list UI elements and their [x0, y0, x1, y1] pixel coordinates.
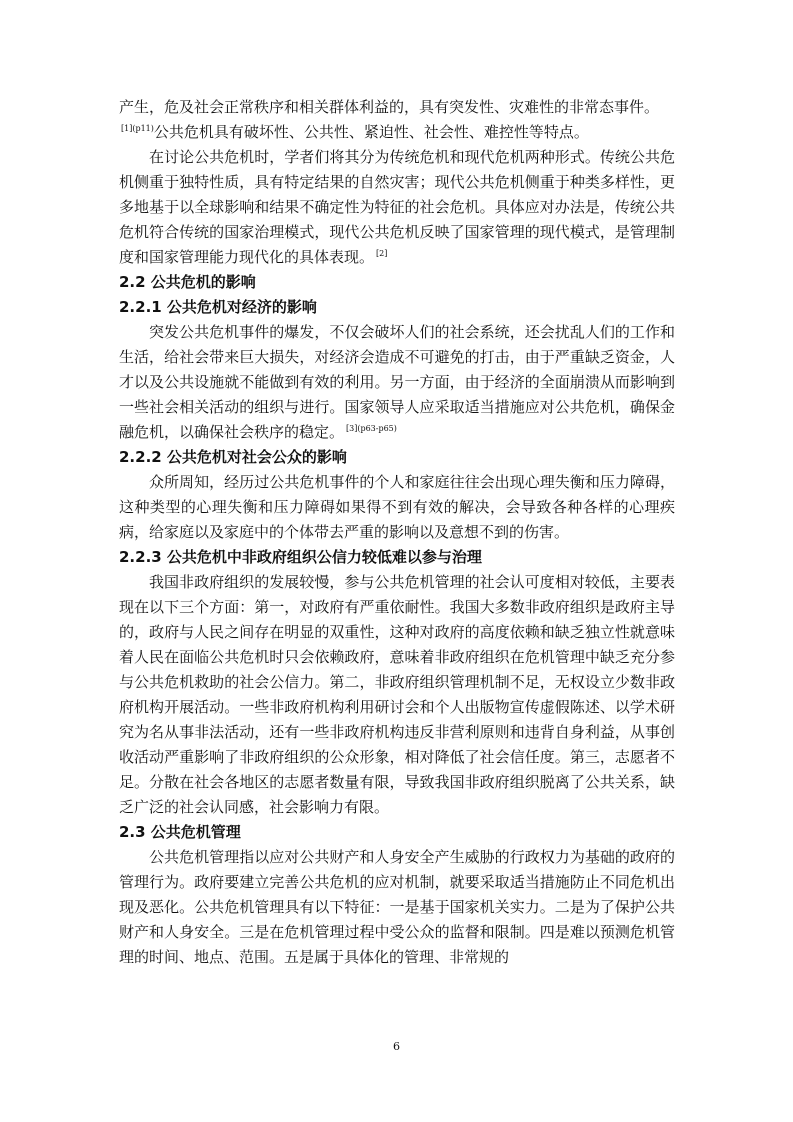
paragraph-4: 众所周知，经历过公共危机事件的个人和家庭往往会出现心理失衡和压力障碍，这种类型的心理失衡和压力障碍如果得不到有效的解决，会导致各种各样的心理疾病，给家庭以及家庭中的个体带去严重的影响以及意想不到的伤害。 [119, 473, 675, 541]
paragraph-6: 公共危机管理指以应对公共财产和人身安全产生威胁的行政权力为基础的政府的管理行为。政府要建立完善公共危机的应对机制，就要采取适当措施防止不同危机出现及恶化。公共危机管理具有以下特征：一是基于国家机关实力。二是为了保护公共财产和人身安全。三是在危机管理过程中受公众的监督和限制。四是难以预测危机管理的时间、地点、范围。五是属于具体化的管理、非常规的 [119, 848, 675, 966]
paragraph-5: 我国非政府组织的发展较慢，参与公共危机管理的社会认可度相对较低，主要表现在以下三个方面：第一，对政府有严重依耐性。我国大多数非政府组织是政府主导的，政府与人民之间存在明显的双重性，这种对政府的高度依赖和缺乏独立性就意味着人民在面临公共危机时只会依赖政府，意味着非政府组织在危机管理中缺乏充分参与公共危机救助的社会公信力。第二，非政府组织管理机制不足，无权设立少数非政府机构开展活动。一些非政府机构利用研讨会和个人出版物宣传虚假陈述、以学术研究为名从事非法活动，还有一些非政府机构违反非营利原则和违背自身利益，从事创收活动严重影响了非政府组织的公众形象，相对降低了社会信任度。第三，志愿者不足。分散在社会各地区的志愿者数量有限，导致我国非政府组织脱离了公共关系，缺乏广泛的社会认同感，社会影响力有限。 [119, 573, 675, 816]
paragraph-2: 在讨论公共危机时，学者们将其分为传统危机和现代危机两种形式。传统公共危机侧重于独特性质，具有特定结果的自然灾害；现代公共危机侧重于种类多样性，更多地基于以全球影响和结果不确定性为特征的社会危机。具体应对办法是，传统公共危机符合传统的国家治理模式，现代公共危机反映了国家管理的现代模式，是管理制度和国家管理能力现代化的具体表现。 [2] [119, 148, 675, 266]
citation-ref: [1](p11) [121, 124, 154, 133]
paragraph-1: 产生，危及社会正常秩序和相关群体利益的，具有突发性、灾难性的非常态事件。 [119, 98, 660, 116]
subsection-heading-2-2-3: 2.2.3 公共危机中非政府组织公信力较低难以参与治理 [119, 548, 482, 566]
paragraph-3: 突发公共危机事件的爆发，不仅会破坏人们的社会系统，还会扰乱人们的工作和生活，给社会带来巨大损失，对经济会造成不可避免的打击，由于严重缺乏资金，人才以及公共设施就不能做到有效的利用。另一方面，由于经济的全面崩溃从而影响到一些社会相关活动的组织与进行。国家领导人应采取适当措施应对公共危机，确保金融危机，以确保社会秩序的稳定。 $^{[3](p63-p65)}$ [119, 323, 675, 441]
subsection-heading-2-2-2: 2.2.2 公共危机对社会公众的影响 [119, 448, 347, 466]
section-heading-2-3: 2.3 公共危机管理 [119, 823, 241, 841]
subsection-heading-2-2-1: 2.2.1 公共危机对经济的影响 [119, 298, 317, 316]
paragraph-1-continuation: $^{[1](p11)}$公共危机具有破坏性、公共性、紧迫性、社会性、难控性等特点。 [121, 123, 589, 141]
page-body [119, 95, 675, 970]
section-heading-2-2: 2.2 公共危机的影响 [119, 273, 256, 291]
citation-ref: [3](p63-p65) [346, 424, 397, 433]
page-number: 6 [393, 1040, 400, 1053]
citation-ref: [2] [376, 249, 388, 258]
